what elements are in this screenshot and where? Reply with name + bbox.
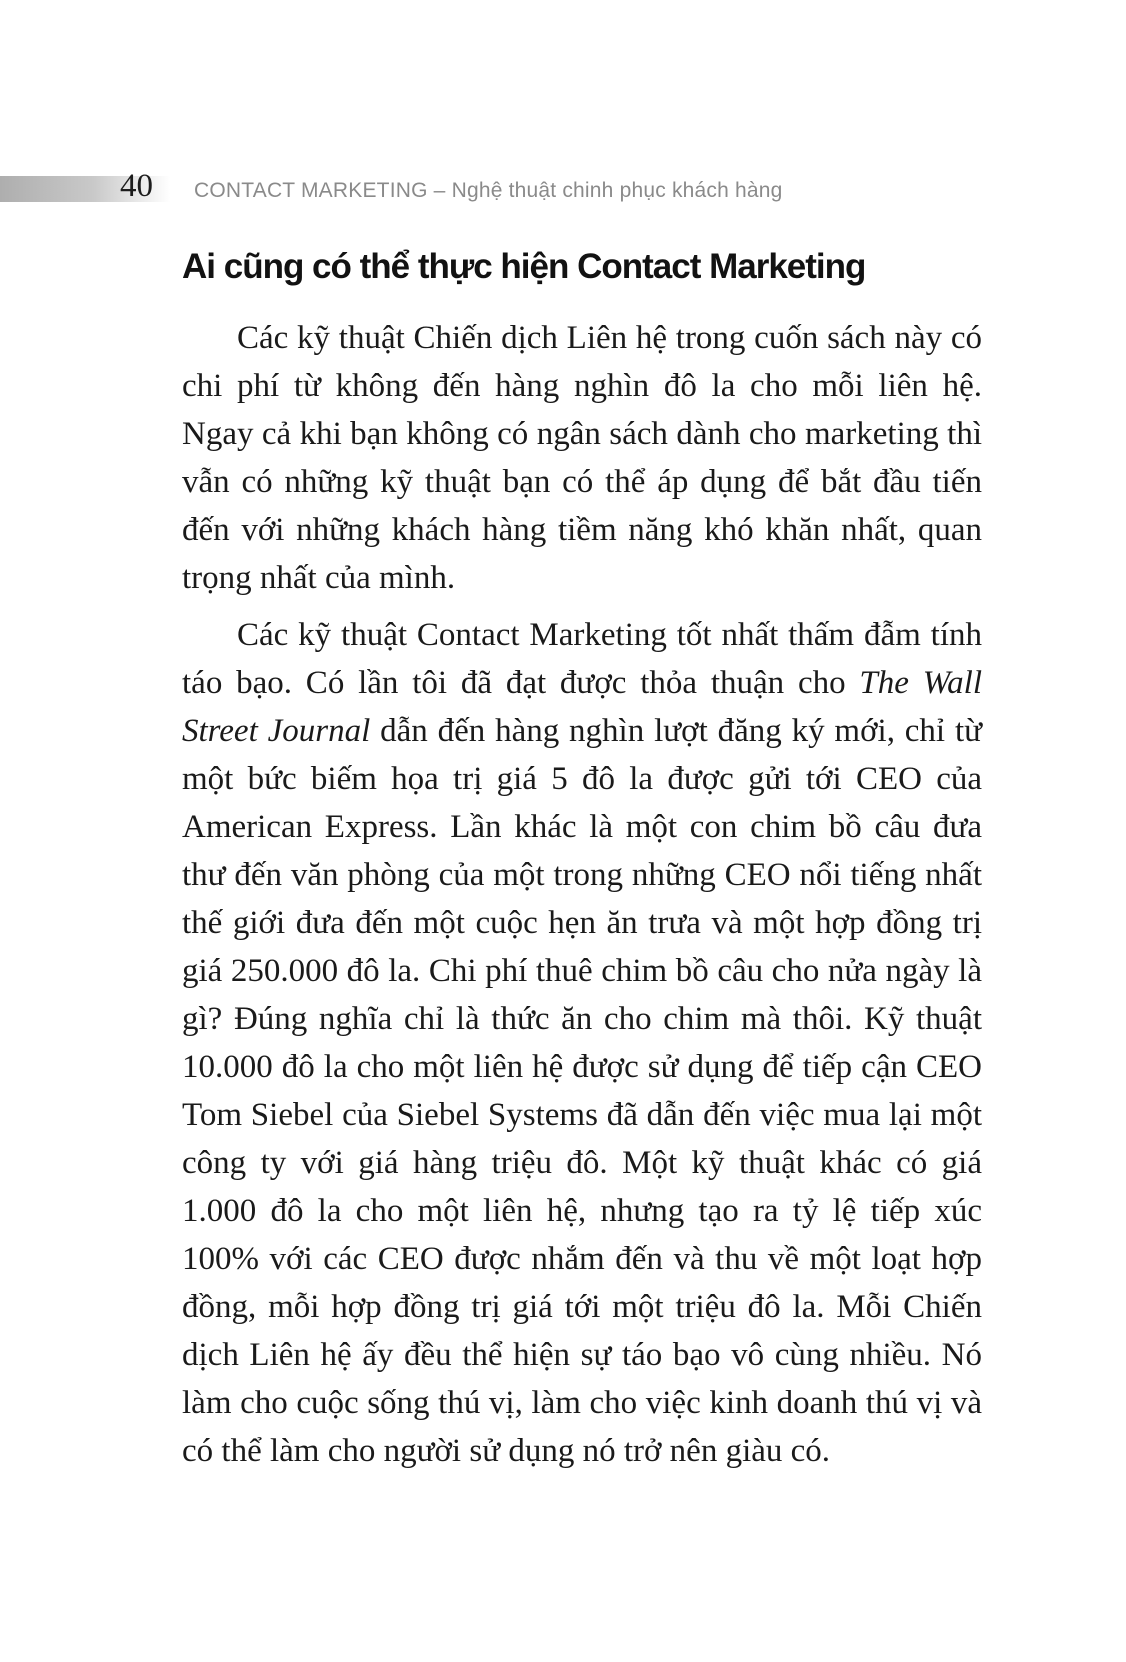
text-segment: Các kỹ thuật Contact Marketing tốt nhất thấm đẫm tính táo bạo. Có lần tôi đã đạt được thỏa thuận cho xyxy=(182,617,982,701)
paragraph xyxy=(182,314,982,602)
section-heading: Ai cũng có thể thực hiện Contact Marketing xyxy=(182,247,866,286)
text-segment: dẫn đến hàng nghìn lượt đăng ký mới, chỉ từ một bức biếm họa trị giá 5 đô la được gửi tới CEO của American Express. Lần khác là một con chim bồ câu đưa thư đến văn phòng của một trong những CEO nổi tiếng nhất thế giới đưa đến một cuộc hẹn ăn trưa và một hợp đồng trị giá 250.000 đô la. Chi phí thuê chim bồ câu cho nửa ngày là gì? Đúng nghĩa chỉ là thức ăn cho chim mà thôi. Kỹ thuật 10.000 đô la cho một liên hệ được sử dụng để tiếp cận CEO Tom Siebel của Siebel Systems đã dẫn đến việc mua lại một công ty với giá hàng triệu đô. Một kỹ thuật khác có giá 1.000 đô la cho một liên hệ, nhưng tạo ra tỷ lệ tiếp xúc 100% với các CEO được nhắm đến và thu về một loạt hợp đồng, mỗi hợp đồng trị giá tới một triệu đô la. Mỗi Chiến dịch Liên hệ ấy đều thể hiện sự táo bạo vô cùng nhiều. Nó làm cho cuộc sống thú vị, làm cho việc kinh doanh thú vị và có thể làm cho người sử dụng nó trở nên giàu có. xyxy=(182,713,982,1469)
page-number: 40 xyxy=(120,168,153,204)
text-segment: Các kỹ thuật Chiến dịch Liên hệ trong cuốn sách này có chi phí từ không đến hàng nghìn đô la cho mỗi liên hệ. Ngay cả khi bạn không có ngân sách dành cho marketing thì vẫn có những kỹ thuật bạn có thể áp dụng để bắt đầu tiến đến với những khách hàng tiềm năng khó khăn nhất, quan trọng nhất của mình. xyxy=(182,320,982,596)
paragraph xyxy=(182,611,982,1475)
page-content xyxy=(182,246,982,1484)
running-header-title: CONTACT MARKETING – Nghệ thuật chinh phục khách hàng xyxy=(194,179,783,202)
italic-text-segment: The Wall Street Journal xyxy=(182,665,983,749)
